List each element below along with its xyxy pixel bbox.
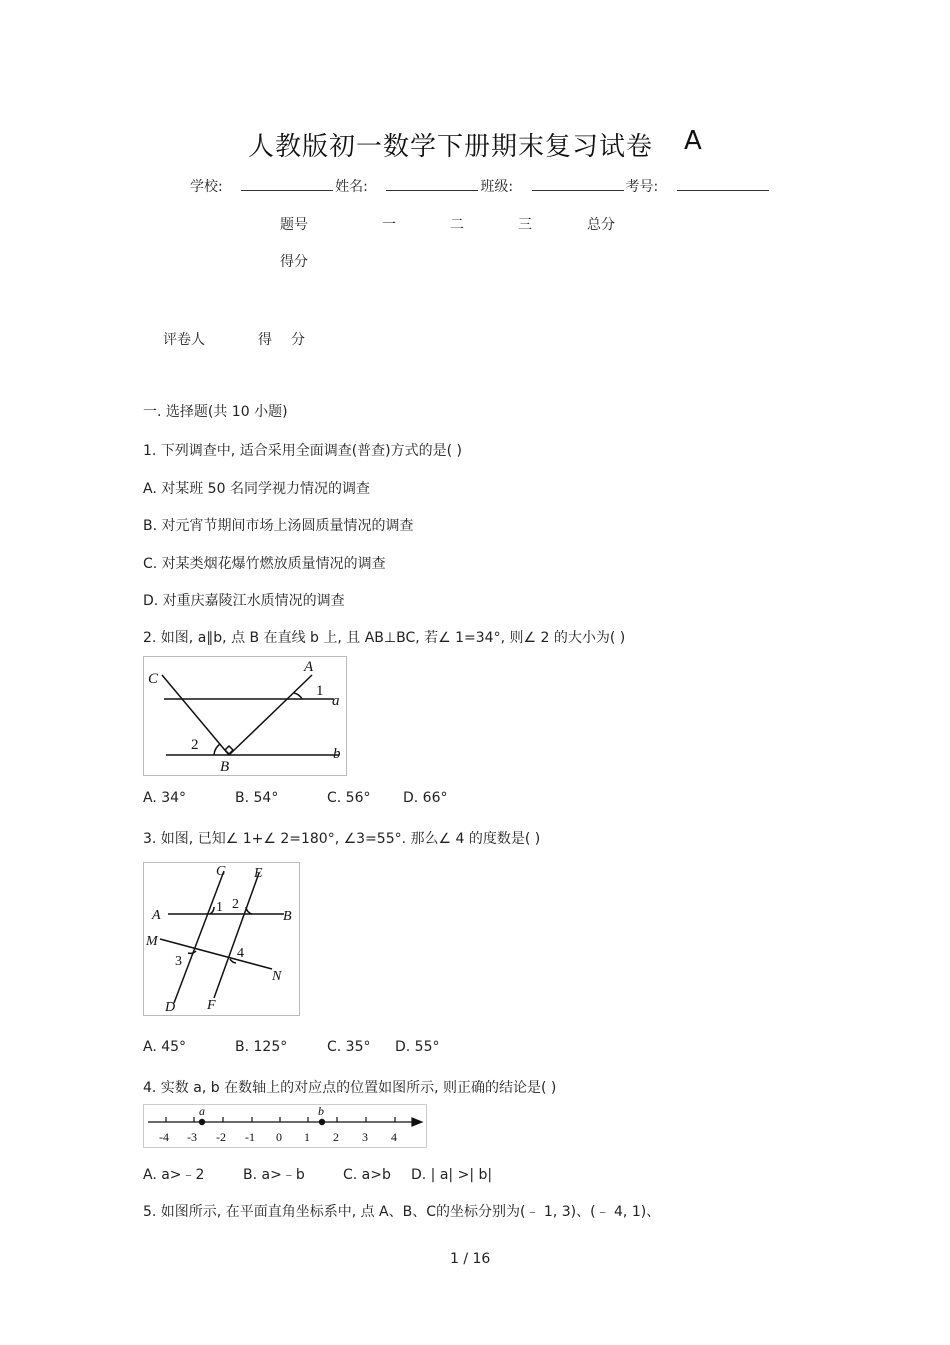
q3-angle-3-arc <box>188 951 196 953</box>
q2-stem: 2. 如图, a∥b, 点 B 在直线 b 上, 且 AB⊥BC, 若∠ 1=34°, 则∠ 2 的大小为( ) <box>143 630 626 646</box>
q3-label-e: E <box>254 866 263 881</box>
field-school-label: 学校: <box>190 179 223 195</box>
q4-option-d[interactable]: D. | a| >| b| <box>411 1167 493 1183</box>
q2-label-1: 1 <box>316 683 324 699</box>
q3-label-b: B <box>283 909 292 924</box>
q3-line-cd <box>174 871 224 1003</box>
section-title: 一. 选择题(共 10 小题) <box>143 404 288 420</box>
q3-label-a: A <box>152 908 161 923</box>
q2-options <box>143 790 448 806</box>
q2-option-d[interactable]: D. 66° <box>403 790 448 806</box>
q3-label-d: D <box>165 1000 176 1015</box>
grader-score-label-1: 得 <box>258 332 272 348</box>
q3-label-n: N <box>272 969 282 984</box>
q4-label-b: b <box>318 1105 324 1118</box>
q2-option-c[interactable]: C. 56° <box>327 790 371 806</box>
q4-option-a[interactable]: A. a>﹣2 <box>143 1167 205 1183</box>
q2-angle-2-arc <box>214 744 220 755</box>
score-table-header-total: 总分 <box>587 217 615 233</box>
field-exam-number-blank[interactable] <box>677 178 769 191</box>
q4-option-b[interactable]: B. a>﹣b <box>243 1167 305 1183</box>
q4-stem: 4. 实数 a, b 在数轴上的对应点的位置如图所示, 则正确的结论是( ) <box>143 1080 557 1096</box>
q4-tick-label-m3: -3 <box>187 1130 197 1144</box>
field-class-blank[interactable] <box>532 178 624 191</box>
q2-label-c: C <box>148 671 159 687</box>
q4-point-b <box>319 1119 324 1124</box>
q4-tick-label-m4: -4 <box>159 1130 169 1144</box>
grader-score-label-2: 分 <box>291 332 305 348</box>
q3-option-c[interactable]: C. 35° <box>327 1039 371 1055</box>
field-school-blank[interactable] <box>241 178 333 191</box>
q3-stem: 3. 如图, 已知∠ 1+∠ 2=180°, ∠3=55°. 那么∠ 4 的度数是( ) <box>143 831 541 847</box>
q1-option-c[interactable]: C. 对某类烟花爆竹燃放质量情况的调查 <box>143 556 386 572</box>
header-fields <box>190 176 771 196</box>
score-table-header-question: 题号 <box>280 217 308 233</box>
q3-label-f: F <box>207 998 216 1013</box>
q3-angle-2-arc <box>246 907 252 914</box>
title-suffix: A <box>684 126 703 156</box>
q1-option-d[interactable]: D. 对重庆嘉陵江水质情况的调查 <box>143 593 345 609</box>
q4-tick-label-3: 3 <box>362 1130 368 1144</box>
q4-tick-label-m1: -1 <box>245 1130 255 1144</box>
grader-label: 评卷人 <box>163 332 205 348</box>
q3-label-1: 1 <box>216 900 223 915</box>
score-table-header-3: 三 <box>518 217 532 233</box>
q4-option-c[interactable]: C. a>b <box>343 1167 391 1183</box>
q3-label-2: 2 <box>232 897 239 912</box>
score-table-header-2: 二 <box>450 217 464 233</box>
q3-option-d[interactable]: D. 55° <box>395 1039 440 1055</box>
q3-option-a[interactable]: A. 45° <box>143 1039 187 1055</box>
q4-label-a: a <box>199 1105 205 1118</box>
q4-tick-label-1: 1 <box>304 1130 310 1144</box>
q3-label-m: M <box>146 934 158 949</box>
field-name-label: 姓名: <box>335 179 368 195</box>
q4-axis-arrow-icon <box>412 1118 422 1126</box>
q4-tick-label-0: 0 <box>276 1130 282 1144</box>
q2-figure <box>143 656 347 776</box>
q2-label-b-point: B <box>220 759 230 775</box>
q4-tick-label-4: 4 <box>391 1130 397 1144</box>
q4-tick-label-m2: -2 <box>216 1130 226 1144</box>
page-number: 1 / 16 <box>450 1251 491 1267</box>
score-table-row-score: 得分 <box>280 254 308 270</box>
field-class-label: 班级: <box>480 179 514 195</box>
q4-number-line-svg <box>144 1105 426 1147</box>
q2-segment-ba <box>229 675 312 755</box>
q3-option-b[interactable]: B. 125° <box>235 1039 288 1055</box>
q1-option-b[interactable]: B. 对元宵节期间市场上汤圆质量情况的调查 <box>143 518 414 534</box>
q2-label-a-line: a <box>332 693 340 709</box>
q3-label-3: 3 <box>175 954 182 969</box>
q1-option-a[interactable]: A. 对某班 50 名同学视力情况的调查 <box>143 481 370 497</box>
q3-label-4: 4 <box>237 946 244 961</box>
q2-figure-svg <box>144 657 346 775</box>
field-name-blank[interactable] <box>386 178 478 191</box>
q2-label-b-line: b <box>333 746 341 762</box>
q3-label-c: C <box>216 864 226 879</box>
score-table-header-1: 一 <box>382 217 396 233</box>
q3-figure-svg <box>144 863 299 1015</box>
q2-label-2: 2 <box>191 737 199 753</box>
q5-stem: 5. 如图所示, 在平面直角坐标系中, 点 A、B、C的坐标分别为(﹣ 1, 3)、(﹣ 4, 1)、 <box>143 1204 661 1220</box>
field-exam-number-label: 考号: <box>625 179 659 195</box>
q3-figure <box>143 862 300 1016</box>
q2-angle-1-arc <box>294 693 302 699</box>
q4-tick-label-2: 2 <box>333 1130 339 1144</box>
page-title: 人教版初一数学下册期末复习试卷 <box>248 132 654 162</box>
q4-options <box>143 1164 492 1184</box>
q2-label-a-point: A <box>304 659 314 675</box>
q1-stem: 1. 下列调查中, 适合采用全面调查(普查)方式的是( ) <box>143 443 463 459</box>
q3-line-ef <box>214 873 259 998</box>
q2-option-a[interactable]: A. 34° <box>143 790 187 806</box>
q3-options <box>143 1039 440 1055</box>
q4-number-line <box>143 1104 427 1148</box>
q4-point-a <box>199 1119 204 1124</box>
q2-option-b[interactable]: B. 54° <box>235 790 279 806</box>
